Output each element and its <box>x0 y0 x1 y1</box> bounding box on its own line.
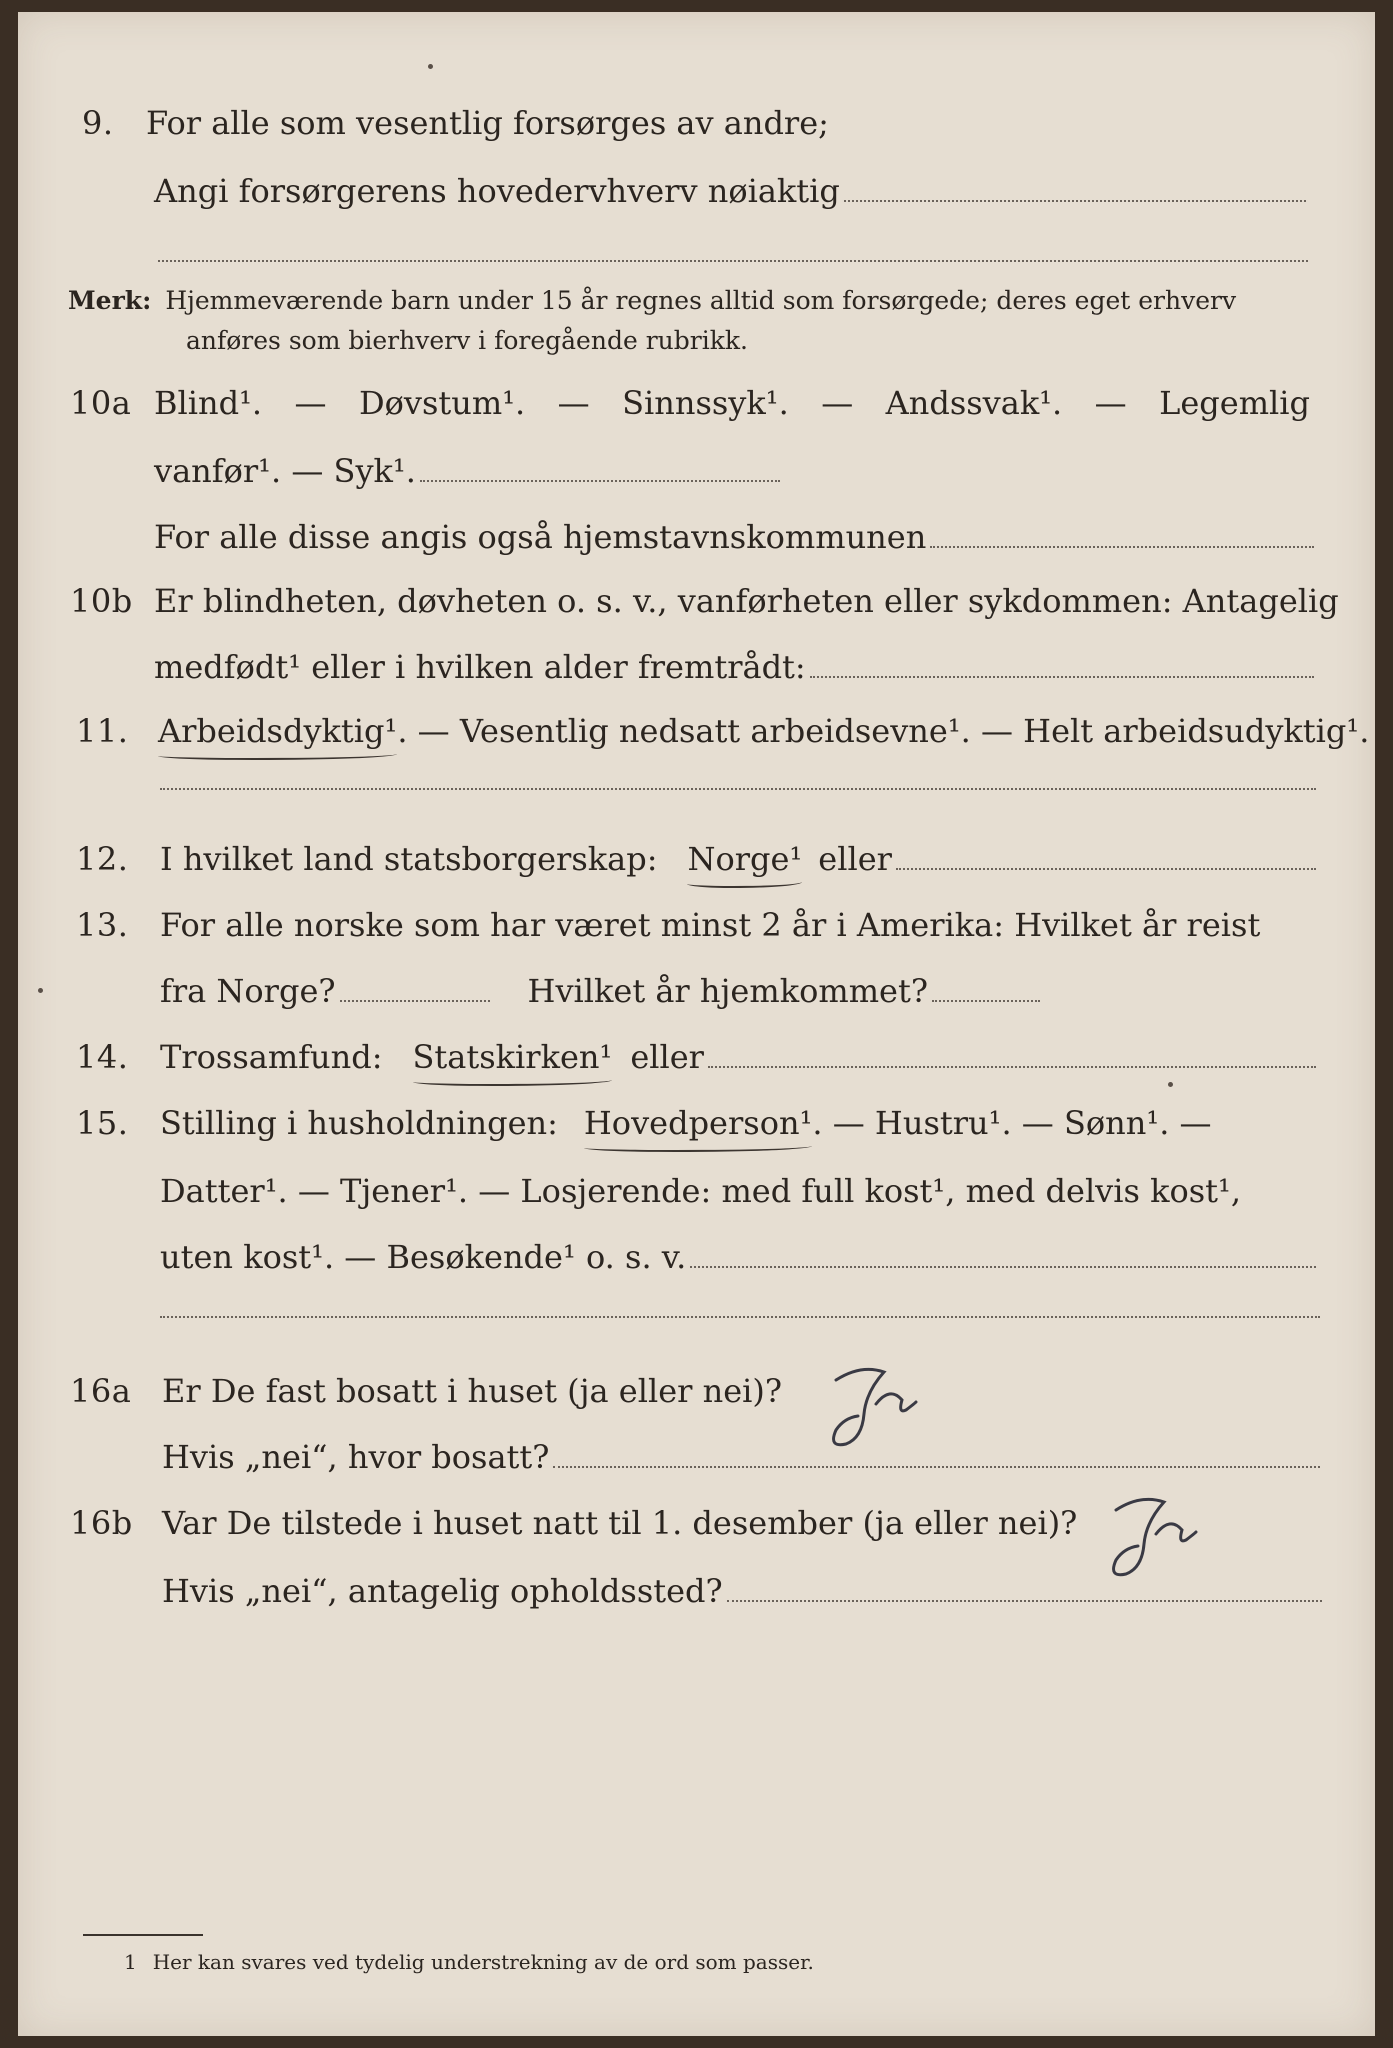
q12-answer-line[interactable] <box>896 868 1316 870</box>
q10b-number: 10b <box>70 582 133 620</box>
q15-prefix: Stilling i husholdningen: <box>160 1104 558 1142</box>
dash: — <box>557 384 590 422</box>
option-hovedperson-underlined[interactable]: Hovedperson¹ <box>583 1104 813 1142</box>
q10a-line2-text: vanfør¹. — Syk¹. <box>154 452 416 490</box>
merk-label: Merk: <box>68 286 152 315</box>
q9-extra-line[interactable] <box>158 260 1308 262</box>
q16a-line1 <box>162 1372 782 1410</box>
q13-line2 <box>160 972 1040 1010</box>
q12-number: 12. <box>76 840 129 878</box>
merk-line2 <box>186 326 748 355</box>
q10a-number: 10a <box>70 384 132 422</box>
q10a-line3 <box>154 518 1314 556</box>
q16b-line1 <box>162 1504 1077 1542</box>
q16a-line1-text: Er De fast bosatt i huset (ja eller nei)? <box>162 1372 783 1410</box>
dash: — <box>1094 384 1127 422</box>
footnote-rule <box>83 1934 203 1936</box>
q14-number: 14. <box>76 1038 129 1076</box>
option-legemlig[interactable]: Legemlig <box>1159 384 1310 422</box>
q13-hjemkommet-answer[interactable] <box>932 1000 1040 1002</box>
q9-number: 9. <box>82 104 114 142</box>
option-arbeidsdyktig-underlined[interactable]: Arbeidsdyktig¹ <box>158 712 398 750</box>
q9-line1-text: For alle som vesentlig forsørges av andre; <box>146 104 829 142</box>
footnote <box>124 1950 814 1974</box>
option-dovstum[interactable]: Døvstum¹. <box>358 384 526 422</box>
q9-line2-text: Angi forsørgerens hovedervhverv nøiaktig <box>154 172 840 210</box>
q10a-line3-text: For alle disse angis også hjemstavnskommunen <box>154 518 927 556</box>
paper-speck <box>428 64 433 69</box>
q13-line1 <box>160 906 1260 944</box>
q15-extra-line[interactable] <box>160 1316 1320 1318</box>
q12-prefix: I hvilket land statsborgerskap: <box>160 840 658 878</box>
q10b-line2 <box>154 648 1314 686</box>
q13-reist-answer[interactable] <box>340 1000 490 1002</box>
q16a-answer-line[interactable] <box>553 1466 1320 1468</box>
q15-line3 <box>160 1238 1316 1276</box>
q14-answer-line[interactable] <box>708 1066 1316 1068</box>
q11-extra-line[interactable] <box>160 788 1316 790</box>
q10a-line2 <box>154 452 780 490</box>
q15-line2 <box>160 1172 1241 1210</box>
q16a-number: 16a <box>70 1372 132 1410</box>
q16b-number: 16b <box>70 1504 133 1542</box>
q10a-hjemstavn-line[interactable] <box>930 546 1314 548</box>
q14-prefix: Trossamfund: <box>160 1038 383 1076</box>
q16b-line1-text: Var De tilstede i huset natt til 1. desember (ja eller nei)? <box>162 1504 1078 1542</box>
merk-line2-text: anføres som bierhverv i foregående rubrikk. <box>186 326 748 355</box>
q10a-answer-line[interactable] <box>420 480 780 482</box>
q13-line1-text: For alle norske som har været minst 2 år i Amerika: Hvilket år reist <box>160 906 1261 944</box>
footnote-marker: 1 <box>124 1950 137 1974</box>
q10b-line1-text: Er blindheten, døvheten o. s. v., vanførheten eller sykdommen: Antagelig <box>154 582 1339 620</box>
dash: — <box>821 384 854 422</box>
footnote-text: Her kan svares ved tydelig understrekning av de ord som passer. <box>152 1950 814 1974</box>
merk-line1 <box>68 286 1236 315</box>
q16b-line2 <box>162 1572 1322 1610</box>
q15-answer-line[interactable] <box>690 1266 1316 1268</box>
q15-line1-rest: . — Hustru¹. — Sønn¹. — <box>812 1104 1212 1142</box>
q11-number: 11. <box>76 712 129 750</box>
census-form-page <box>18 12 1375 2036</box>
q10b-line2-text: medfødt¹ eller i hvilken alder fremtrådt: <box>154 648 806 686</box>
paper-speck <box>38 988 43 993</box>
q10b-answer-line[interactable] <box>810 676 1314 678</box>
q16a-line2 <box>162 1438 1320 1476</box>
merk-line1-text: Hjemmeværende barn under 15 år regnes alltid som forsørgede; deres eget erhverv <box>165 286 1237 315</box>
q16b-answer-line[interactable] <box>727 1600 1322 1602</box>
q15-line2-text: Datter¹. — Tjener¹. — Losjerende: med full kost¹, med delvis kost¹, <box>160 1172 1242 1210</box>
q9-line1 <box>146 104 829 142</box>
q12-suffix: eller <box>818 840 892 878</box>
q16a-line2-text: Hvis „nei“, hvor bosatt? <box>162 1438 550 1476</box>
q13-hjemkommet-label: Hvilket år hjemkommet? <box>527 972 928 1010</box>
option-sinnssyk[interactable]: Sinnssyk¹. <box>622 384 789 422</box>
q12-line <box>160 840 1316 878</box>
dash: — <box>294 384 327 422</box>
option-statskirken-underlined[interactable]: Statskirken¹ <box>412 1038 613 1076</box>
q14-suffix: eller <box>630 1038 704 1076</box>
q9-line2 <box>154 172 1306 210</box>
q15-number: 15. <box>76 1104 129 1142</box>
q15-line1 <box>160 1104 1316 1142</box>
option-blind[interactable]: Blind¹. <box>154 384 263 422</box>
q16b-line2-text: Hvis „nei“, antagelig opholdssted? <box>162 1572 723 1610</box>
q11-line <box>158 712 1369 750</box>
q13-reist-label: fra Norge? <box>160 972 336 1010</box>
option-andssvak[interactable]: Andssvak¹. <box>885 384 1063 422</box>
q15-line3-text: uten kost¹. — Besøkende¹ o. s. v. <box>160 1238 687 1276</box>
q10b-line1 <box>154 582 1339 620</box>
paper-speck <box>1168 1082 1173 1087</box>
q9-answer-line[interactable] <box>844 200 1306 202</box>
q13-number: 13. <box>76 906 129 944</box>
q14-line <box>160 1038 1316 1076</box>
q10a-line1 <box>154 384 1310 422</box>
option-norge-underlined[interactable]: Norge¹ <box>687 840 803 878</box>
q11-rest-text: . — Vesentlig nedsatt arbeidsevne¹. — Helt arbeidsudyktig¹. <box>397 712 1370 750</box>
